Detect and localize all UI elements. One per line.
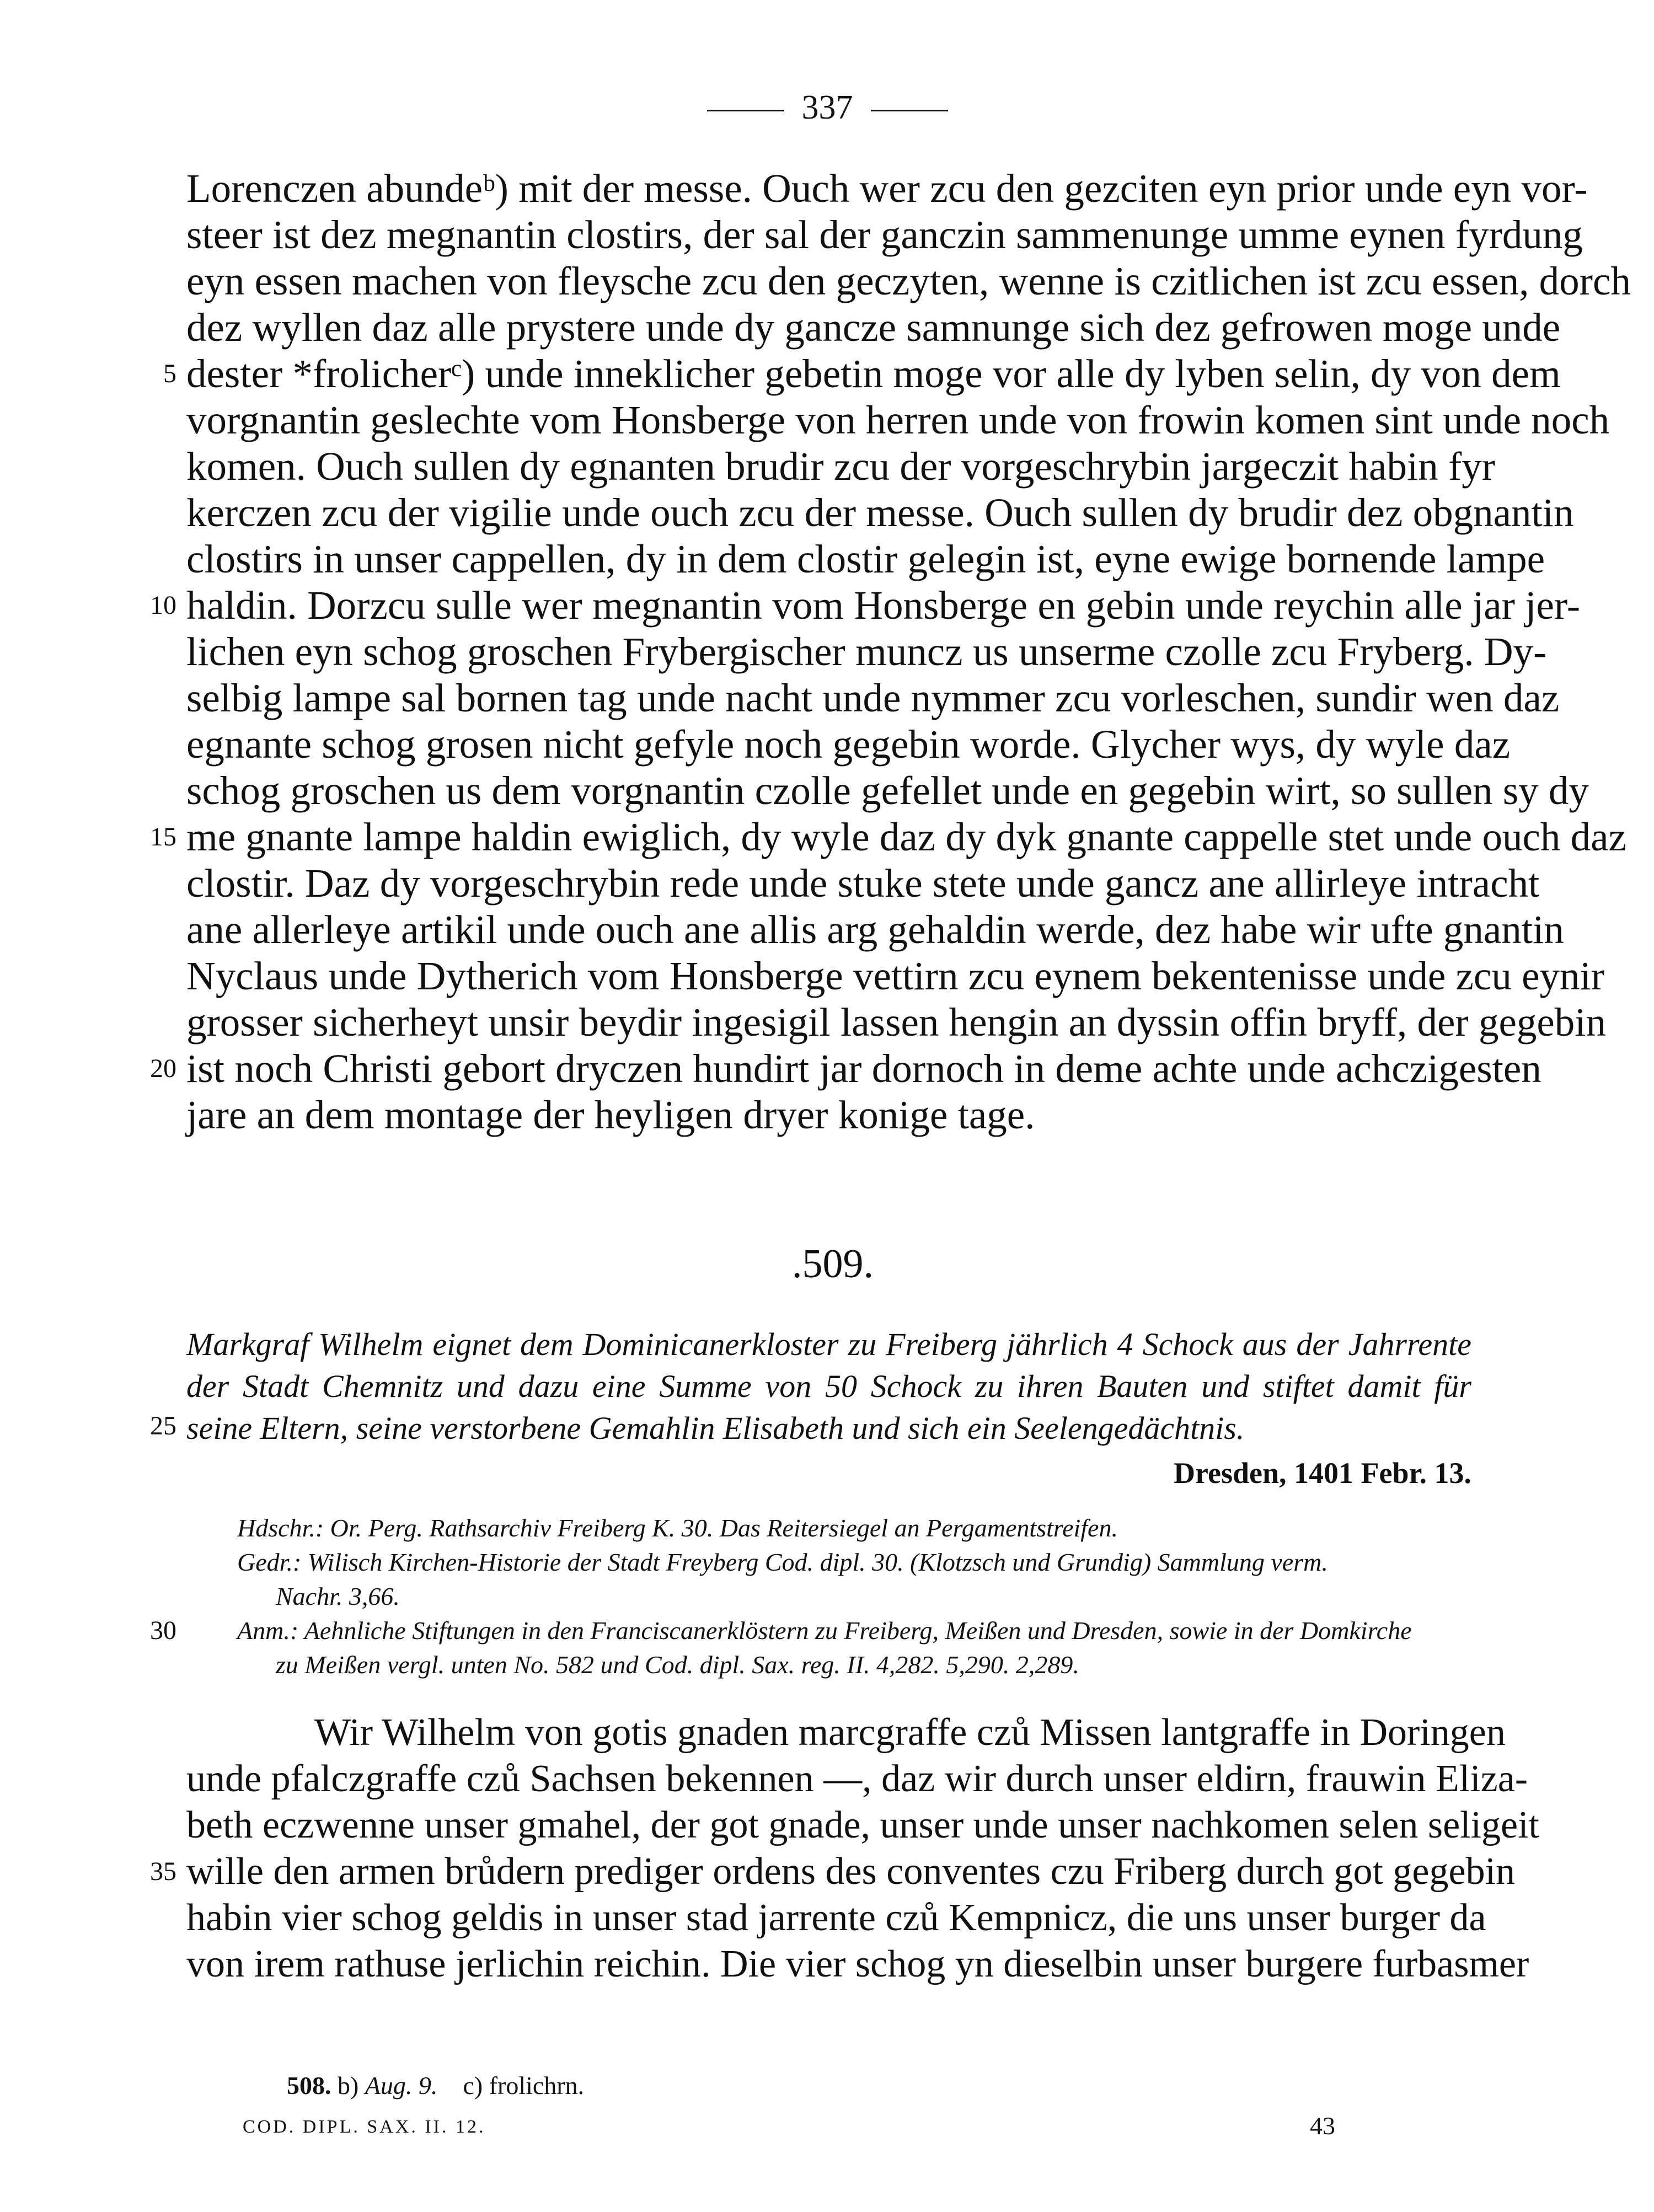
line-number: 10 bbox=[150, 591, 176, 620]
text-line: Nyclaus unde Dytherich vom Honsberge vettirn zcu eynem bekentenisse unde zcu eynir bbox=[186, 954, 1605, 998]
text-line: steer ist dez megnantin clostirs, der sal der ganczin sammenunge umme eynen fyrdung bbox=[186, 212, 1583, 257]
text-line: clostirs in unser cappellen, dy in dem clostir gelegin ist, eyne ewige bornende lampe bbox=[186, 537, 1545, 581]
text-line: wille den armen brůdern prediger ordens des conventes czu Friberg durch got gegebin bbox=[186, 1850, 1516, 1893]
text-line: ane allerleye artikil unde ouch ane allis arg gehaldin werde, dez habe wir ufte gnantin bbox=[186, 907, 1564, 952]
apparatus-line: Nachr. 3,66. bbox=[276, 1582, 400, 1610]
regest-line: der Stadt Chemnitz und dazu eine Summe von 50 Schock zu ihren Bauten und stiftet damit für bbox=[186, 1368, 1471, 1404]
place-date: Dresden, 1401 Febr. 13. bbox=[1174, 1456, 1471, 1490]
page-number-rule-right bbox=[871, 110, 948, 111]
text-line: clostir. Daz dy vorgeschrybin rede unde stuke stete unde gancz ane allirleye intracht bbox=[186, 861, 1540, 906]
apparatus-line: zu Meißen vergl. unten No. 582 und Cod. dipl. Sax. reg. II. 4,282. 5,290. 2,289. bbox=[276, 1651, 1079, 1679]
text-line: selbig lampe sal bornen tag unde nacht unde nymmer zcu vorleschen, sundir wen daz bbox=[186, 676, 1560, 720]
text-line: me gnante lampe haldin ewiglich, dy wyle daz dy dyk gnante cappelle stet unde ouch daz bbox=[186, 815, 1626, 859]
page-number-rule-left bbox=[707, 110, 784, 111]
footnote-b-label: b) bbox=[338, 2071, 359, 2099]
signature: COD. DIPL. SAX. II. 12. bbox=[243, 2117, 486, 2137]
text-line: dez wyllen daz alle prystere unde dy gancze samnunge sich dez gefrowen moge unde bbox=[186, 305, 1561, 350]
signature-number: 43 bbox=[1310, 2112, 1335, 2140]
text-line: Wir Wilhelm von gotis gnaden marcgraffe czů Missen lantgraffe in Doringen bbox=[314, 1711, 1506, 1754]
footnote bbox=[287, 2071, 584, 2100]
text-line: jare an dem montage der heyligen dryer konige tage. bbox=[186, 1092, 1035, 1137]
footnote-c-text: frolichrn. bbox=[489, 2071, 585, 2099]
text-line: ist noch Christi gebort dryczen hundirt jar dornoch in deme achte unde achczigesten bbox=[186, 1046, 1541, 1091]
text-line: von irem rathuse jerlichin reichin. Die vier schog yn dieselbin unser burgere furbasmer bbox=[186, 1943, 1529, 1985]
page-number-text: 337 bbox=[801, 89, 853, 126]
text-line: komen. Ouch sullen dy egnanten brudir zcu der vorgeschrybin jargeczit habin fyr bbox=[186, 444, 1496, 489]
regest-line: Markgraf Wilhelm eignet dem Dominicanerkloster zu Freiberg jährlich 4 Schock aus der Jahrrente bbox=[186, 1326, 1471, 1362]
footnote-ref: 508. bbox=[287, 2071, 331, 2099]
line-number: 35 bbox=[150, 1857, 176, 1886]
text-line: egnante schog grosen nicht gefyle noch gegebin worde. Glycher wys, dy wyle daz bbox=[186, 722, 1511, 767]
text-line: Lorenczen abundeᵇ) mit der messe. Ouch wer zcu den gezciten eyn prior unde eyn vor- bbox=[186, 166, 1588, 211]
document-number: .509. bbox=[792, 1241, 874, 1287]
line-number: 5 bbox=[163, 359, 176, 388]
text-line: kerczen zcu der vigilie unde ouch zcu der messe. Ouch sullen dy brudir dez obgnantin bbox=[186, 490, 1574, 535]
text-line: unde pfalczgraffe czů Sachsen bekennen —, daz wir durch unser eldirn, frauwin Eliza- bbox=[186, 1758, 1528, 1800]
regest-line: seine Eltern, seine verstorbene Gemahlin Elisabeth und sich ein Seelengedächtnis. bbox=[186, 1410, 1245, 1446]
text-line: habin vier schog geldis in unser stad jarrente czů Kempnicz, die uns unser burger da bbox=[186, 1897, 1486, 1939]
text-line: dester *frolicherᶜ) unde innekliсher gebetin moge vor alle dy lyben selin, dy von dem bbox=[186, 351, 1561, 396]
text-line: vorgnantin geslechte vom Honsberge von herren unde von frowin komen sint unde noch bbox=[186, 398, 1610, 442]
text-line: grosser sicherheyt unsir beydir ingesigil lassen hengin an dyssin offin bryff, der gegebin bbox=[186, 1000, 1607, 1045]
apparatus-line: Anm.: Aehnliche Stiftungen in den Franciscanerklöstern zu Freiberg, Meißen und Dresden, sowie in der Domkirche bbox=[237, 1616, 1412, 1645]
text-line: lichen eyn schog groschen Frybergischer muncz us unserme czolle zcu Fryberg. Dy- bbox=[186, 629, 1547, 674]
apparatus-line: Hdschr.: Or. Perg. Rathsarchiv Freiberg K. 30. Das Reitersiegel an Pergamentstreifen. bbox=[237, 1514, 1118, 1542]
text-line: schog groschen us dem vorgnantin czolle gefellet unde en gegebin wirt, so sullen sy dy bbox=[186, 768, 1589, 813]
line-number: 25 bbox=[150, 1411, 176, 1440]
apparatus-line: Gedr.: Wilisch Kirchen-Historie der Stadt Freyberg Cod. dipl. 30. (Klotzsch und Grundig) Sammlung verm. bbox=[237, 1548, 1328, 1576]
page-number bbox=[684, 88, 971, 127]
footnote-c-label: c) bbox=[463, 2071, 483, 2099]
text-line: beth eczwenne unser gmahel, der got gnade, unser unde unser nachkomen selen seligeit bbox=[186, 1804, 1540, 1846]
text-line: eyn essen machen von fleysche zcu den geczyten, wenne is czitlichen ist zcu essen, dorch bbox=[186, 259, 1631, 303]
line-number: 20 bbox=[150, 1054, 176, 1083]
line-number: 30 bbox=[150, 1616, 176, 1645]
line-number: 15 bbox=[150, 822, 176, 851]
footnote-b-text: Aug. 9. bbox=[365, 2071, 438, 2099]
text-line: haldin. Dorzcu sulle wer megnantin vom Honsberge en gebin unde reychin alle jar jer- bbox=[186, 583, 1581, 628]
